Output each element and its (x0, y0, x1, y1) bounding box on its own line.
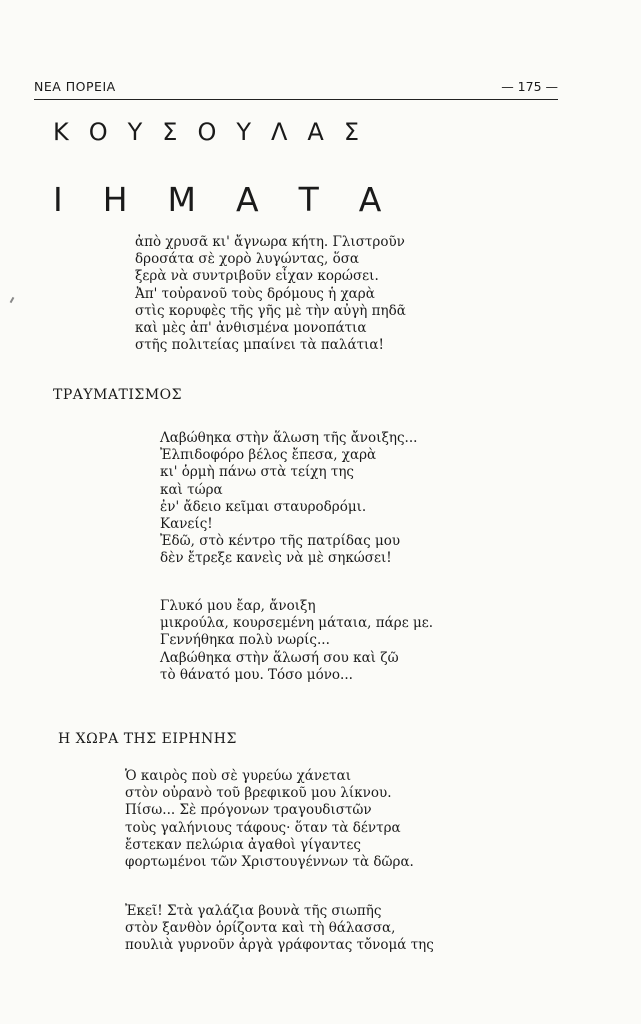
poem-line: Κανείς! (160, 516, 213, 533)
poem-line: ἔστεκαν πελώρια ἀγαθοὶ γίγαντες (125, 836, 361, 853)
intro-stanza (135, 234, 406, 354)
poem-line: ξερὰ νὰ συντριβοῦν εἶχαν κορώσει. (135, 268, 379, 285)
print-speck (10, 297, 15, 303)
stanza (160, 430, 417, 568)
section-heading-traumatismos: ΤΡΑΥΜΑΤΙΣΜΟΣ (53, 387, 183, 403)
poem-line: Γεννήθηκα πολὺ νωρίς... (160, 632, 330, 649)
author-name: ΚΟΥΣΟΥΛΑΣ (53, 118, 380, 146)
poem-line: πουλιὰ γυρνοῦν ἀργὰ γράφοντας τὄνομά της (125, 937, 434, 954)
poem-collection-title: ΙΗΜΑΤΑ (53, 180, 422, 220)
poem-line: Ἀπ' τοὐρανοῦ τοὺς δρόμους ἡ χαρὰ (135, 285, 375, 302)
poem-line: Ὁ καιρὸς ποὺ σὲ γυρεύω χάνεται (125, 768, 351, 784)
poem-line: Ἐλπιδοφόρο βέλος ἔπεσα, χαρὰ (160, 447, 377, 464)
poem-line: τὸ θάνατό μου. Τόσο μόνο... (160, 666, 353, 683)
poem-line: στῆς πολιτείας μπαίνει τὰ παλάτια! (135, 337, 384, 354)
stanza (160, 598, 433, 684)
poem-line: κι' ὁρμὴ πάνω στὰ τείχη της (160, 464, 354, 481)
poem-line: στὸν οὐρανὸ τοῦ βρεφικοῦ μου λίκνου. (125, 785, 392, 802)
poem-line: Πίσω... Σὲ πρόγονων τραγουδιστῶν (125, 802, 372, 819)
poem-line: δροσάτα σὲ χορὸ λυγώντας, ὅσα (135, 251, 360, 268)
poem-line: Ἐδῶ, στὸ κέντρο τῆς πατρίδας μου (160, 533, 401, 550)
poem-line: ἀπὸ χρυσᾶ κι' ἄγνωρα κήτη. Γλιστροῦν (135, 234, 405, 250)
poem-line: μικρούλα, κουρσεμένη μάταια, πάρε με. (160, 615, 434, 632)
poem-line: στὶς κορυφὲς τῆς γῆς μὲ τὴν αὐγὴ πηδᾶ (135, 302, 406, 319)
poem-line: Γλυκό μου ἔαρ, ἄνοιξη (160, 598, 316, 614)
poem-line: δὲν ἔτρεξε κανεὶς νὰ μὲ σηκώσει! (160, 550, 392, 567)
stanza (125, 768, 414, 871)
poem-line: φορτωμένοι τῶν Χριστουγέννων τὰ δῶρα. (125, 854, 414, 871)
page-number: — 175 — (501, 79, 558, 94)
poem-line: καὶ μὲς ἀπ' ἀνθισμένα μονοπάτια (135, 320, 367, 337)
running-header (34, 77, 558, 100)
poem-line: ἐν' ἄδειο κεῖμαι σταυροδρόμι. (160, 498, 367, 515)
poem-line: τοὺς γαλήνιους τάφους· ὅταν τὰ δέντρα (125, 819, 401, 836)
poem-line: στὸν ξανθὸν ὁρίζοντα καὶ τὴ θάλασσα, (125, 920, 396, 937)
poem-line: Λαβώθηκα στὴν ἅλωση τῆς ἄνοιξης... (160, 430, 418, 446)
journal-name: ΝΕΑ ΠΟΡΕΙΑ (34, 79, 116, 94)
poem-line: Λαβώθηκα στὴν ἅλωσή σου καὶ ζῶ (160, 649, 399, 666)
stanza (125, 903, 434, 955)
section-heading-hora-tis-eirinis: Η ΧΩΡΑ ΤΗΣ ΕΙΡΗΝΗΣ (58, 731, 237, 747)
poem-line: Ἐκεῖ! Στὰ γαλάζια βουνὰ τῆς σιωπῆς (125, 903, 382, 919)
poem-line: καὶ τώρα (160, 481, 223, 498)
